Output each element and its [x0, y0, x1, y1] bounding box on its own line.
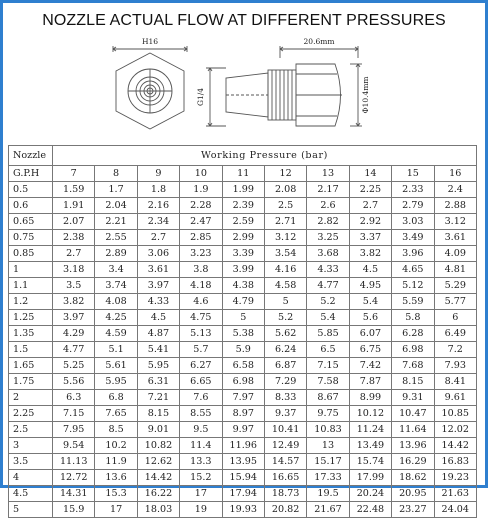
nozzle-size-cell: 1.75 — [9, 374, 53, 390]
flow-value-cell: 20.95 — [392, 486, 434, 502]
nozzle-size-cell: 0.6 — [9, 198, 53, 214]
nozzle-size-cell: 4.5 — [9, 486, 53, 502]
flow-value-cell: 5.12 — [392, 278, 434, 294]
nozzle-size-cell: 2.25 — [9, 406, 53, 422]
table-row — [9, 438, 477, 454]
flow-value-cell: 6.8 — [95, 390, 137, 406]
table-row — [9, 454, 477, 470]
flow-value-cell: 14.42 — [434, 438, 476, 454]
flow-value-cell: 5.95 — [95, 374, 137, 390]
flow-value-cell: 5.95 — [137, 358, 179, 374]
flow-value-cell: 2.33 — [392, 182, 434, 198]
flow-value-cell: 5 — [222, 310, 264, 326]
flow-value-cell: 9.01 — [137, 422, 179, 438]
flow-value-cell: 6.98 — [222, 374, 264, 390]
flow-value-cell: 13.6 — [95, 470, 137, 486]
flow-value-cell: 3.96 — [392, 246, 434, 262]
flow-value-cell: 20.24 — [349, 486, 391, 502]
flow-table — [8, 145, 477, 518]
nozzle-size-cell: 1.2 — [9, 294, 53, 310]
nozzle-size-cell: 3 — [9, 438, 53, 454]
flow-value-cell: 2.25 — [349, 182, 391, 198]
flow-value-cell: 20.82 — [264, 502, 306, 518]
nozzle-header: Nozzle — [9, 146, 53, 166]
flow-value-cell: 4.5 — [349, 262, 391, 278]
flow-value-cell: 19.5 — [307, 486, 349, 502]
flow-value-cell: 4.33 — [307, 262, 349, 278]
flow-value-cell: 4.33 — [137, 294, 179, 310]
flow-value-cell: 5.77 — [434, 294, 476, 310]
nozzle-size-cell: 0.65 — [9, 214, 53, 230]
flow-value-cell: 6.75 — [349, 342, 391, 358]
flow-value-cell: 15.2 — [180, 470, 222, 486]
nozzle-size-cell: 0.85 — [9, 246, 53, 262]
flow-value-cell: 2.7 — [53, 246, 95, 262]
flow-value-cell: 5.8 — [392, 310, 434, 326]
flow-value-cell: 8.15 — [392, 374, 434, 390]
nozzle-size-cell: 1.25 — [9, 310, 53, 326]
flow-value-cell: 14.57 — [264, 454, 306, 470]
flow-value-cell: 3.37 — [349, 230, 391, 246]
flow-value-cell: 3.54 — [264, 246, 306, 262]
flow-value-cell: 10.83 — [307, 422, 349, 438]
flow-value-cell: 15.3 — [95, 486, 137, 502]
flow-value-cell: 6.24 — [264, 342, 306, 358]
flow-value-cell: 4.95 — [349, 278, 391, 294]
pressure-column-header: 14 — [349, 166, 391, 182]
flow-value-cell: 2.07 — [53, 214, 95, 230]
flow-value-cell: 2.7 — [349, 198, 391, 214]
pressure-column-header: 11 — [222, 166, 264, 182]
flow-value-cell: 17.94 — [222, 486, 264, 502]
flow-value-cell: 3.97 — [137, 278, 179, 294]
table-row — [9, 502, 477, 518]
flow-value-cell: 3.82 — [349, 246, 391, 262]
flow-value-cell: 9.31 — [392, 390, 434, 406]
flow-value-cell: 8.99 — [349, 390, 391, 406]
flow-value-cell: 13.3 — [180, 454, 222, 470]
flow-value-cell: 8.15 — [137, 406, 179, 422]
table-row — [9, 214, 477, 230]
flow-value-cell: 4.81 — [434, 262, 476, 278]
table-row — [9, 182, 477, 198]
flow-value-cell: 6.98 — [392, 342, 434, 358]
flow-value-cell: 16.22 — [137, 486, 179, 502]
flow-value-cell: 3.23 — [180, 246, 222, 262]
nozzle-size-cell: 1.35 — [9, 326, 53, 342]
flow-value-cell: 13 — [307, 438, 349, 454]
gph-header: G.P.H — [9, 166, 53, 182]
nozzle-front-view — [113, 46, 187, 129]
flow-value-cell: 9.61 — [434, 390, 476, 406]
pressure-column-header: 13 — [307, 166, 349, 182]
diameter-label: Φ10.4mm — [361, 76, 370, 114]
nozzle-size-cell: 2 — [9, 390, 53, 406]
flow-value-cell: 5.59 — [392, 294, 434, 310]
flow-value-cell: 8.67 — [307, 390, 349, 406]
pressure-column-header: 7 — [53, 166, 95, 182]
flow-value-cell: 2.82 — [307, 214, 349, 230]
flow-value-cell: 2.6 — [307, 198, 349, 214]
flow-value-cell: 4.77 — [53, 342, 95, 358]
table-row — [9, 470, 477, 486]
flow-value-cell: 7.58 — [307, 374, 349, 390]
flow-value-cell: 7.15 — [307, 358, 349, 374]
flow-value-cell: 17.33 — [307, 470, 349, 486]
flow-value-cell: 2.38 — [53, 230, 95, 246]
flow-value-cell: 2.4 — [434, 182, 476, 198]
flow-value-cell: 7.29 — [264, 374, 306, 390]
flow-value-cell: 9.54 — [53, 438, 95, 454]
table-row — [9, 246, 477, 262]
flow-value-cell: 21.67 — [307, 502, 349, 518]
flow-value-cell: 5.13 — [180, 326, 222, 342]
flow-value-cell: 5.41 — [137, 342, 179, 358]
flow-value-cell: 17 — [95, 502, 137, 518]
flow-value-cell: 22.48 — [349, 502, 391, 518]
pressure-column-header: 12 — [264, 166, 306, 182]
nozzle-size-cell: 1.65 — [9, 358, 53, 374]
table-row — [9, 358, 477, 374]
hex-size-label: H16 — [141, 37, 159, 46]
flow-value-cell: 10.85 — [434, 406, 476, 422]
flow-value-cell: 9.97 — [222, 422, 264, 438]
flow-value-cell: 11.9 — [95, 454, 137, 470]
flow-value-cell: 7.42 — [349, 358, 391, 374]
pressure-header-row — [9, 166, 477, 182]
nozzle-size-cell: 0.75 — [9, 230, 53, 246]
flow-value-cell: 5.2 — [307, 294, 349, 310]
flow-value-cell: 23.27 — [392, 502, 434, 518]
flow-value-cell: 21.63 — [434, 486, 476, 502]
flow-value-cell: 4.58 — [264, 278, 306, 294]
flow-value-cell: 9.5 — [180, 422, 222, 438]
flow-value-cell: 3.03 — [392, 214, 434, 230]
flow-value-cell: 4.38 — [222, 278, 264, 294]
flow-value-cell: 6.58 — [222, 358, 264, 374]
nozzle-size-cell: 2.5 — [9, 422, 53, 438]
flow-value-cell: 2.39 — [222, 198, 264, 214]
nozzle-size-cell: 1.1 — [9, 278, 53, 294]
flow-value-cell: 5.4 — [307, 310, 349, 326]
flow-value-cell: 6 — [434, 310, 476, 326]
flow-value-cell: 7.2 — [434, 342, 476, 358]
flow-value-cell: 5.29 — [434, 278, 476, 294]
flow-value-cell: 11.64 — [392, 422, 434, 438]
flow-value-cell: 4.5 — [137, 310, 179, 326]
flow-value-cell: 6.27 — [180, 358, 222, 374]
flow-value-cell: 5.25 — [53, 358, 95, 374]
thread-label: G1/4 — [196, 87, 205, 107]
flow-value-cell: 3.5 — [53, 278, 95, 294]
flow-value-cell: 3.06 — [137, 246, 179, 262]
page-title: NOZZLE ACTUAL FLOW AT DIFFERENT PRESSURES — [42, 12, 446, 29]
flow-value-cell: 8.97 — [222, 406, 264, 422]
flow-value-cell: 2.7 — [137, 230, 179, 246]
flow-value-cell: 16.83 — [434, 454, 476, 470]
pressure-column-header: 16 — [434, 166, 476, 182]
flow-value-cell: 15.74 — [349, 454, 391, 470]
flow-value-cell: 6.87 — [264, 358, 306, 374]
flow-value-cell: 15.9 — [53, 502, 95, 518]
table-row — [9, 278, 477, 294]
flow-value-cell: 2.92 — [349, 214, 391, 230]
flow-value-cell: 7.65 — [95, 406, 137, 422]
flow-value-cell: 7.6 — [180, 390, 222, 406]
flow-value-cell: 19.93 — [222, 502, 264, 518]
flow-value-cell: 6.49 — [434, 326, 476, 342]
flow-value-cell: 9.75 — [307, 406, 349, 422]
table-row — [9, 342, 477, 358]
flow-value-cell: 4.6 — [180, 294, 222, 310]
flow-value-cell: 7.93 — [434, 358, 476, 374]
flow-value-cell: 2.47 — [180, 214, 222, 230]
flow-value-cell: 5.6 — [349, 310, 391, 326]
flow-value-cell: 3.68 — [307, 246, 349, 262]
flow-value-cell: 6.28 — [392, 326, 434, 342]
flow-value-cell: 5.61 — [95, 358, 137, 374]
flow-value-cell: 10.2 — [95, 438, 137, 454]
table-row — [9, 390, 477, 406]
flow-value-cell: 3.4 — [95, 262, 137, 278]
flow-value-cell: 16.29 — [392, 454, 434, 470]
flow-value-cell: 2.71 — [264, 214, 306, 230]
flow-value-cell: 1.59 — [53, 182, 95, 198]
flow-value-cell: 6.5 — [307, 342, 349, 358]
table-row — [9, 310, 477, 326]
flow-value-cell: 4.29 — [53, 326, 95, 342]
flow-value-cell: 6.3 — [53, 390, 95, 406]
flow-value-cell: 10.82 — [137, 438, 179, 454]
flow-value-cell: 3.97 — [53, 310, 95, 326]
table-row — [9, 326, 477, 342]
flow-value-cell: 3.61 — [434, 230, 476, 246]
flow-value-cell: 11.4 — [180, 438, 222, 454]
flow-value-cell: 4.59 — [95, 326, 137, 342]
table-header-row — [9, 146, 477, 166]
flow-value-cell: 12.72 — [53, 470, 95, 486]
flow-value-cell: 3.8 — [180, 262, 222, 278]
flow-value-cell: 15.17 — [307, 454, 349, 470]
nozzle-size-cell: 1.5 — [9, 342, 53, 358]
flow-value-cell: 13.49 — [349, 438, 391, 454]
flow-value-cell: 3.61 — [137, 262, 179, 278]
flow-value-cell: 5.7 — [180, 342, 222, 358]
nozzle-size-cell: 1 — [9, 262, 53, 278]
flow-value-cell: 1.9 — [180, 182, 222, 198]
working-pressure-header: Working Pressure (bar) — [53, 146, 477, 166]
flow-value-cell: 5.56 — [53, 374, 95, 390]
flow-value-cell: 12.62 — [137, 454, 179, 470]
flow-value-cell: 4.65 — [392, 262, 434, 278]
flow-value-cell: 6.07 — [349, 326, 391, 342]
flow-value-cell: 1.7 — [95, 182, 137, 198]
flow-value-cell: 4.18 — [180, 278, 222, 294]
flow-value-cell: 4.77 — [307, 278, 349, 294]
flow-value-cell: 14.31 — [53, 486, 95, 502]
nozzle-size-cell: 5 — [9, 502, 53, 518]
table-row — [9, 262, 477, 278]
flow-value-cell: 2.55 — [95, 230, 137, 246]
flow-value-cell: 2.88 — [434, 198, 476, 214]
flow-value-cell: 2.79 — [392, 198, 434, 214]
flow-value-cell: 3.99 — [222, 262, 264, 278]
table-row — [9, 294, 477, 310]
flow-value-cell: 19.23 — [434, 470, 476, 486]
flow-value-cell: 3.12 — [264, 230, 306, 246]
flow-value-cell: 3.18 — [53, 262, 95, 278]
flow-value-cell: 5.9 — [222, 342, 264, 358]
flow-value-cell: 18.03 — [137, 502, 179, 518]
flow-value-cell: 2.21 — [95, 214, 137, 230]
flow-value-cell: 3.39 — [222, 246, 264, 262]
flow-value-cell: 11.13 — [53, 454, 95, 470]
pressure-column-header: 9 — [137, 166, 179, 182]
flow-value-cell: 8.5 — [95, 422, 137, 438]
flow-value-cell: 15.94 — [222, 470, 264, 486]
flow-value-cell: 1.8 — [137, 182, 179, 198]
pressure-column-header: 15 — [392, 166, 434, 182]
nozzle-size-cell: 0.5 — [9, 182, 53, 198]
flow-value-cell: 4.16 — [264, 262, 306, 278]
flow-value-cell: 2.5 — [264, 198, 306, 214]
flow-value-cell: 2.99 — [222, 230, 264, 246]
table-row — [9, 198, 477, 214]
flow-value-cell: 5.38 — [222, 326, 264, 342]
flow-value-cell: 19 — [180, 502, 222, 518]
flow-value-cell: 8.33 — [264, 390, 306, 406]
flow-value-cell: 5.62 — [264, 326, 306, 342]
flow-value-cell: 2.89 — [95, 246, 137, 262]
flow-value-cell: 7.97 — [222, 390, 264, 406]
table-row — [9, 406, 477, 422]
table-row — [9, 374, 477, 390]
flow-value-cell: 3.74 — [95, 278, 137, 294]
flow-value-cell: 4.09 — [434, 246, 476, 262]
flow-value-cell: 13.96 — [392, 438, 434, 454]
flow-value-cell: 4.25 — [95, 310, 137, 326]
flow-value-cell: 5.4 — [349, 294, 391, 310]
flow-value-cell: 2.28 — [180, 198, 222, 214]
flow-value-cell: 16.65 — [264, 470, 306, 486]
flow-value-cell: 3.25 — [307, 230, 349, 246]
flow-value-cell: 1.91 — [53, 198, 95, 214]
flow-value-cell: 5.1 — [95, 342, 137, 358]
flow-value-cell: 2.16 — [137, 198, 179, 214]
nozzle-side-view — [206, 46, 362, 126]
flow-value-cell: 6.31 — [137, 374, 179, 390]
flow-value-cell: 7.15 — [53, 406, 95, 422]
flow-value-cell: 1.99 — [222, 182, 264, 198]
flow-value-cell: 10.47 — [392, 406, 434, 422]
flow-value-cell: 5.2 — [264, 310, 306, 326]
table-row — [9, 422, 477, 438]
flow-value-cell: 7.95 — [53, 422, 95, 438]
flow-value-cell: 2.34 — [137, 214, 179, 230]
flow-value-cell: 7.21 — [137, 390, 179, 406]
flow-value-cell: 24.04 — [434, 502, 476, 518]
pressure-column-header: 8 — [95, 166, 137, 182]
flow-value-cell: 13.95 — [222, 454, 264, 470]
flow-value-cell: 11.24 — [349, 422, 391, 438]
table-row — [9, 230, 477, 246]
flow-value-cell: 7.87 — [349, 374, 391, 390]
flow-value-cell: 4.87 — [137, 326, 179, 342]
flow-value-cell: 18.62 — [392, 470, 434, 486]
flow-value-cell: 8.41 — [434, 374, 476, 390]
flow-value-cell: 18.73 — [264, 486, 306, 502]
flow-value-cell: 2.85 — [180, 230, 222, 246]
flow-value-cell: 4.08 — [95, 294, 137, 310]
flow-value-cell: 5.85 — [307, 326, 349, 342]
flow-value-cell: 17.99 — [349, 470, 391, 486]
flow-value-cell: 4.75 — [180, 310, 222, 326]
flow-value-cell: 17 — [180, 486, 222, 502]
flow-value-cell: 14.42 — [137, 470, 179, 486]
flow-value-cell: 2.04 — [95, 198, 137, 214]
flow-value-cell: 8.55 — [180, 406, 222, 422]
flow-value-cell: 10.12 — [349, 406, 391, 422]
flow-value-cell: 7.68 — [392, 358, 434, 374]
flow-value-cell: 2.17 — [307, 182, 349, 198]
flow-value-cell: 5 — [264, 294, 306, 310]
nozzle-size-cell: 4 — [9, 470, 53, 486]
flow-value-cell: 4.79 — [222, 294, 264, 310]
flow-value-cell: 2.08 — [264, 182, 306, 198]
length-label: 20.6mm — [303, 37, 335, 46]
nozzle-drawing — [0, 30, 488, 142]
flow-value-cell: 3.12 — [434, 214, 476, 230]
flow-value-cell: 12.49 — [264, 438, 306, 454]
flow-value-cell: 12.02 — [434, 422, 476, 438]
flow-value-cell: 6.65 — [180, 374, 222, 390]
nozzle-size-cell: 3.5 — [9, 454, 53, 470]
flow-value-cell: 3.49 — [392, 230, 434, 246]
pressure-column-header: 10 — [180, 166, 222, 182]
flow-value-cell: 3.82 — [53, 294, 95, 310]
flow-value-cell: 9.37 — [264, 406, 306, 422]
flow-value-cell: 11.96 — [222, 438, 264, 454]
flow-value-cell: 10.41 — [264, 422, 306, 438]
flow-value-cell: 2.59 — [222, 214, 264, 230]
